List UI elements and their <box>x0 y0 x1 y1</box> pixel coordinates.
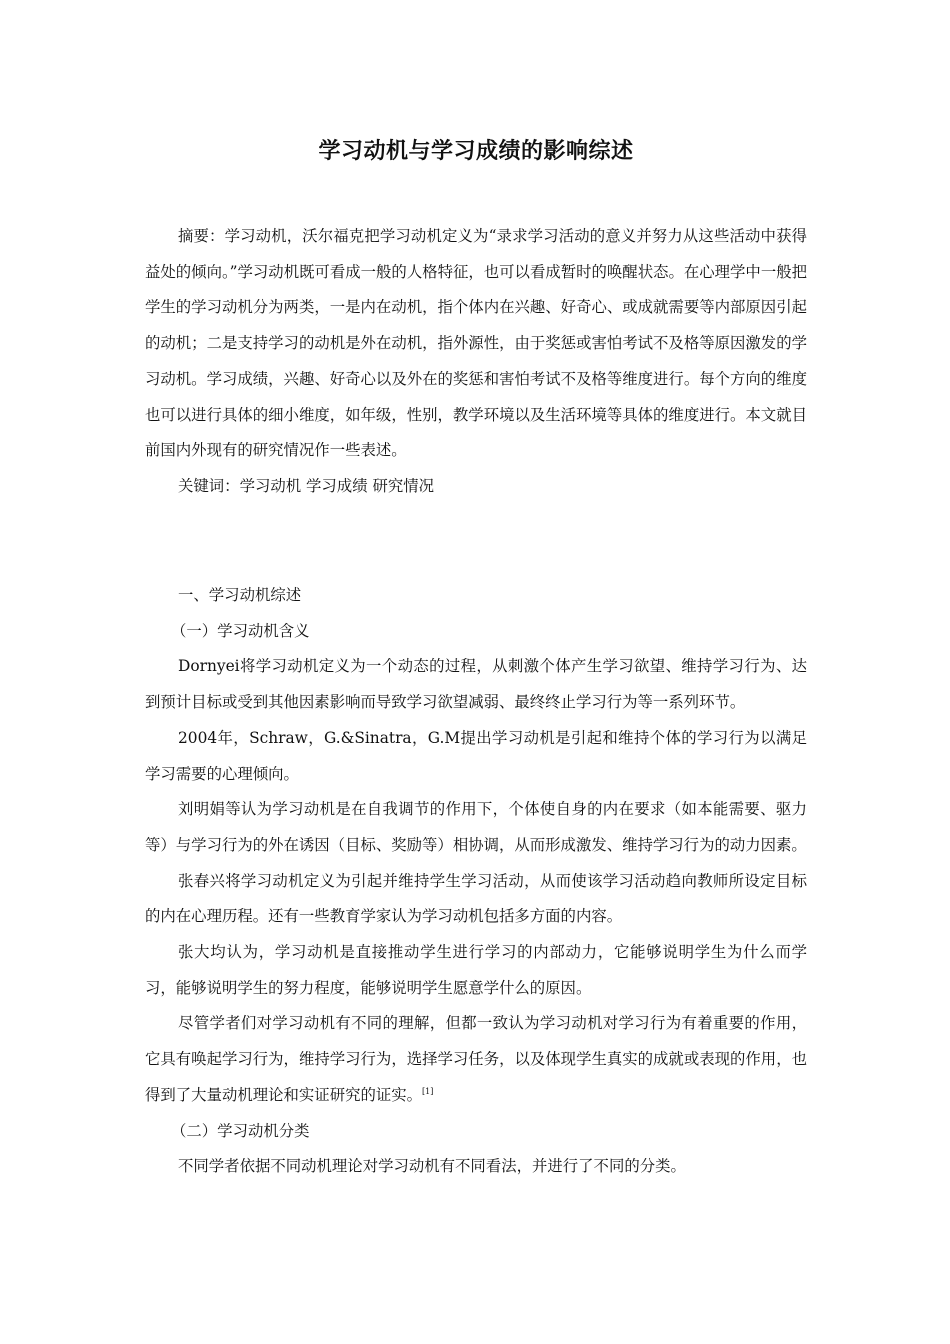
body-paragraph-6-text: 尽管学者们对学习动机有不同的理解，但都一致认为学习动机对学习行为有着重要的作用，它具有唤起学习行为，维持学习行为，选择学习任务，以及体现学生真实的成就或表现的作用，也得到了大量动机理论和实证研究的证实。 <box>145 1014 807 1104</box>
body-paragraph-2: 2004年，Schraw，G.&Sinatra，G.M提出学习动机是引起和维持个体的学习行为以满足学习需要的心理倾向。 <box>145 728 807 783</box>
subsection-heading-1: （一）学习动机含义 <box>171 621 310 640</box>
subsection-heading-2: （二）学习动机分类 <box>171 1121 310 1140</box>
body-section <box>145 578 807 1185</box>
body-paragraph-3: 刘明娟等认为学习动机是在自我调节的作用下，个体使自身的内在要求（如本能需要、驱力等）与学习行为的外在诱因（目标、奖励等）相协调，从而形成激发、维持学习行为的动力因素。 <box>145 800 807 854</box>
body-paragraph-5: 张大均认为，学习动机是直接推动学生进行学习的内部动力，它能够说明学生为什么而学习，能够说明学生的努力程度，能够说明学生愿意学什么的原因。 <box>145 943 807 997</box>
paper-title: 学习动机与学习成绩的影响综述 <box>318 138 634 164</box>
keywords-line: 关键词：学习动机 学习成绩 研究情况 <box>178 476 435 495</box>
body-paragraph-1: Dornyei将学习动机定义为一个动态的过程，从刺激个体产生学习欲望、维持学习行为、达到预计目标或受到其他因素影响而导致学习欲望减弱、最终终止学习行为等一系列环节。 <box>145 657 807 712</box>
section-heading-1: 一、学习动机综述 <box>178 586 302 604</box>
body-paragraph-6 <box>145 1006 807 1113</box>
citation-mark: [1] <box>422 1086 434 1096</box>
abstract-text: 摘要：学习动机，沃尔福克把学习动机定义为“录求学习活动的意义并努力从这些活动中获得益处的倾向。”学习动机既可看成一般的人格特征，也可以看成暂时的唤醒状态。在心理学中一般把学生的学习动机分为两类，一是内在动机，指个体内在兴趣、好奇心、或成就需要等内部原因引起的动机；二是支持学习的动机是外在动机，指外源性，由于奖惩或害怕考试不及格等原因激发的学习动机。学习成绩，兴趣、好奇心以及外在的奖惩和害怕考试不及格等维度进行。每个方向的维度也可以进行具体的细小维度，如年级，性别，教学环境以及生活环境等具体的维度进行。本文就目前国内外现有的研究情况作一些表述。 <box>145 227 807 460</box>
body-paragraph-4: 张春兴将学习动机定义为引起并维持学生学习活动，从而使该学习活动趋向教师所设定目标的内在心理历程。还有一些教育学家认为学习动机包括多方面的内容。 <box>145 871 807 926</box>
abstract-section <box>145 219 807 505</box>
body-paragraph-7: 不同学者依据不同动机理论对学习动机有不同看法，并进行了不同的分类。 <box>178 1157 686 1176</box>
